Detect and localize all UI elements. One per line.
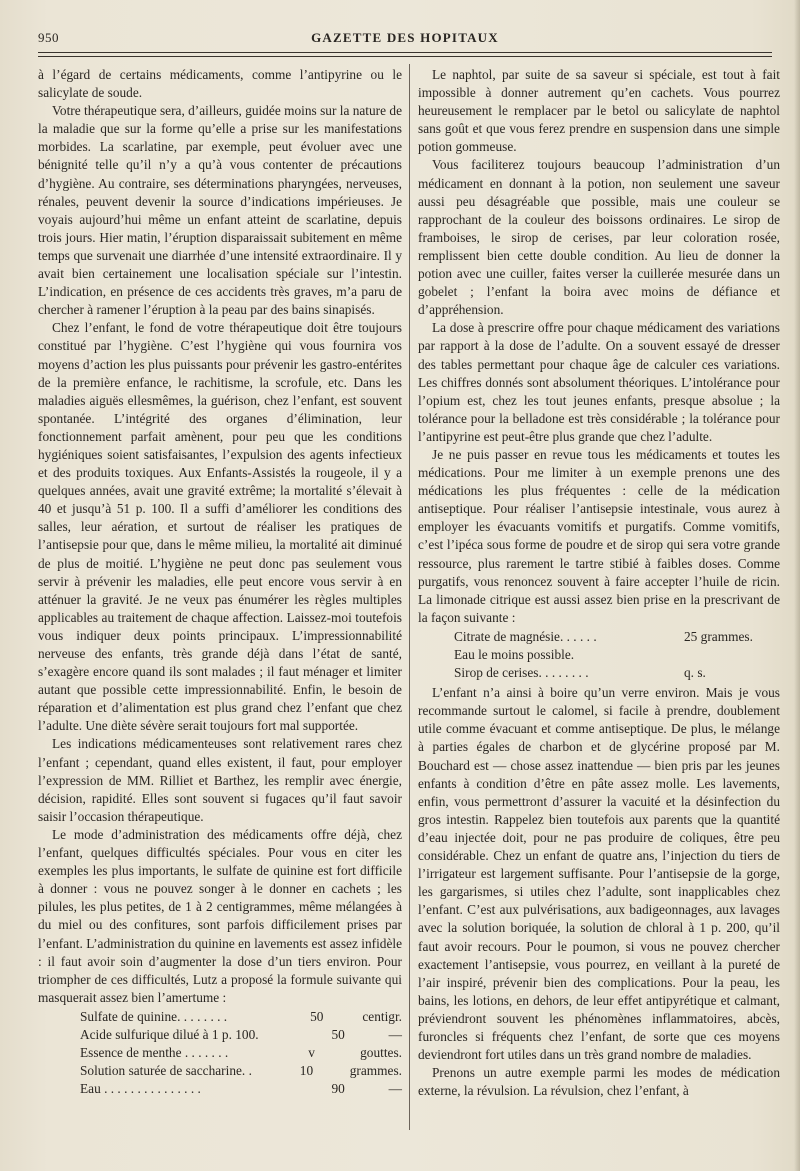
paragraph: Chez l’enfant, le fond de votre thérapeutique doit être toujours constitué par l’hygiène. C’est l’hygiène qui vous fournira vos moyens d’action les plus puissants pour prévenir les gastro-entérites de la première enfance, le rachitisme, la scrofule, etc. Dans les maladies aiguës ellesmêmes, la guérison, chez l’enfant, est souvent spontanée. L’intégrité des organes d’élimination, leur fonctionnement parfait amènent, pour peu que les conditions hygiéniques soient satisfaisantes, l’expulsion des agents infectieux et des produits toxiques. Aux Enfants-Assistés la rougeole, il y a quelques années, avait une gravité extrême; la mortalité s’élevait à 40 et jusqu’à 51 p. 100. Il a suffi d’améliorer les conditions des salles, leur aération, et surtout de réaliser les pratiques de l’antisepsie pour que, dans le même milieu, la mortalité ait diminué de plus de moitié. L’hygiène ne peut donc pas seulement vous servir à prévenir les maladies, elle peut encore vous servir à en atténuer la gravité. Je ne veux pas énumérer les règles multiples applicables au traitement de chaque affection. Laissez-moi toutefois vous indiquer deux points principaux. L’impressionnabilité nerveuse des enfants, très grande déjà dans l’état de santé, s’exagère encore quand ils sont malades ; il faut ménager et limiter autant que possible cette impressionnabilité. Enfin, le besoin de réparation et d’alimentation est plus grand chez l’enfant que chez l’adulte. Une diète sévère serait toujours fort mal supportée. (38, 320, 402, 734)
formula-line (418, 664, 780, 682)
paragraph: Le naphtol, par suite de sa saveur si spéciale, est tout à fait impossible à donner autrement qu’en cachets. Vous pourrez heureusement le remplacer par le betol ou salicylate de naphtol sans goût et que vous ferez prendre en suspension dans une simple potion gommeuse. (418, 67, 780, 155)
formula-ingredient: Eau . . . . . . . . . . . . . . . (80, 1081, 201, 1097)
page-header (38, 28, 772, 48)
page-edge-shadow (794, 0, 800, 1171)
paragraph: Votre thérapeutique sera, d’ailleurs, guidée moins sur la nature de la maladie que sur la forme qu’elle a prise sur les manifestations morbides. La scarlatine, par exemple, peut évoluer avec une bénignité telle qu’il n’y a qu’à vous contenter de précautions d’hygiène. Au contraire, ses déterminations pharyngées, nerveuses, rénales, peuvent devenir la source d’indications impérieuses. Je voyais aujourd’hui même un enfant atteint de scarlatine, depuis trois jours. Hier matin, l’éruption disparaissait subitement en même temps que survenait une diarrhée d’une intensité extraordinaire. Il y avait bien certainement une localisation spéciale sur l’intestin. L’indication, en présence de ces accidents très graves, m’a paru de chercher à ramener l’éruption à la peau par des bains sinapisés. (38, 103, 402, 318)
paragraph: Prenons un autre exemple parmi les modes de médication externe, la révulsion. La révulsion, chez l’enfant, à (418, 1065, 780, 1099)
formula-ingredient: Eau le moins possible. (454, 647, 575, 662)
quinine-formula (38, 1008, 402, 1098)
formula-unit: grammes. (349, 1063, 402, 1079)
formula-unit: gouttes. (360, 1045, 402, 1061)
formula-line (38, 1080, 402, 1098)
header-rule-bottom (38, 56, 772, 57)
page-number: 950 (38, 30, 59, 45)
formula-ingredient: Citrate de magnésie. . . . . . (454, 628, 597, 644)
paragraph: Vous faciliterez toujours beaucoup l’administration d’un médicament en donnant à la potion, non seulement une saveur aussi peu désagréable que possible, mais une couleur se rapprochant de la couleur des boissons ordinaires. Le sirop de framboises, le sirop de cerises, par leur coloration rosée, remplissent bien cette double condition. Au lieu de donner la potion avec une cuiller, faites verser la cuillerée mesurée dans un gobelet ; l’enfant la boira avec moins de défiance et d’appréhension. (418, 157, 780, 318)
paragraph: Le mode d’administration des médicaments offre déjà, chez l’enfant, quelques difficultés spéciales. Pour vous en citer les exemples les plus importants, le sulfate de quinine est fort difficile à donner : vous ne pouvez songer à le donner en cachets ; les pilules, les plus petites, de 1 à 2 centigrammes, même mélangées à du miel ou des confitures, sont parfois difficilement prises par l’enfant. L’administration du quinine en lavements est assez infidèle : il faut avoir soin d’augmenter la dose d’un tiers environ. Pour triompher de ces difficultés, Lutz a proposé la formule suivante qui masquerait assez bien l’amertume : (38, 826, 402, 1005)
formula-unit: centigr. (362, 1008, 402, 1024)
journal-title: GAZETTE DES HOPITAUX (311, 30, 499, 45)
right-column (418, 66, 780, 1100)
left-column (38, 66, 402, 1100)
formula-quantity (684, 646, 764, 664)
formula-ingredient: Essence de menthe . . . . . . . (80, 1045, 229, 1061)
paragraph: La dose à prescrire offre pour chaque médicament des variations par rapport à la dose de l’adulte. On a souvent essayé de dresser des tables permettant pour chaque âge de calculer ces variations. Les chiffres donnés sont absolument théoriques. L’intolérance pour l’opium est, chez les tout jeunes enfants, presque absolue ; la tolérance pour la belladone est très considérable ; la tolérance pour l’antipyrine est peut-être plus grande que chez l’adulte. (418, 320, 780, 444)
formula-quantity: 50 (331, 1026, 345, 1042)
formula-quantity: 90 (331, 1081, 345, 1097)
formula-unit: — (388, 1026, 402, 1042)
paragraph: L’enfant n’a ainsi à boire qu’un verre environ. Mais je vous recommande surtout le calomel, si facile à prendre, doublement utile comme évacuant et comme antiseptique. De plus, le mélange à parties égales de charbon et de glycérine proposé par M. Bouchard est — chose assez inattendue — bien pris par les jeunes enfants à condition d’être en pâte assez molle. Les lavements, enfin, vous permettront d’assurer la vacuité et la désinfection du gros intestin. Rappelez bien toutefois aux parents que la quantité d’eau injectée doit, pour ne pas produire de coliques, être peu considérable. Chez un enfant de quatre ans, l’injection du tiers de l’irrigateur est largement suffisante. Pour l’antisepsie de la gorge, les gargarismes, si utiles chez l’adulte, sont inapplicables chez l’enfant. C’est aux pulvérisations, aux badigeonnages, aux lavages avec la solution boriquée, la solution de chloral à 1 p. 200, qu’il faut avoir recours. Pour le poumon, si vous ne pouvez chercher exactement l’antisepsie, vous pourrez, en veillant à la pureté de l’air inspiré, prévenir bien des complications. Pour la peau, les bains, les lotions, en dehors, de leur effet antipyrétique et calmant, préviendront souvent les phénomènes inflammatoires, abcès, furoncles si fréquents chez l’enfant, de sorte que ces moyens deviendront fort utiles dans un très grand nombre de maladies. (418, 685, 780, 1063)
formula-ingredient: Sirop de cerises. . . . . . . . (454, 665, 589, 681)
formula-line (38, 1062, 402, 1080)
formula-line (418, 628, 780, 646)
column-divider (409, 64, 410, 1130)
formula-ingredient: Sulfate de quinine. . . . . . . . (80, 1008, 228, 1024)
header-rule-top (38, 52, 772, 53)
formula-line (38, 1026, 402, 1044)
paragraph: à l’égard de certains médicaments, comme l’antipyrine ou le salicylate de soude. (38, 67, 402, 101)
formula-line (418, 646, 780, 664)
formula-quantity: v (308, 1045, 315, 1061)
formula-line (38, 1044, 402, 1062)
formula-ingredient: Acide sulfurique dilué à 1 p. 100. (80, 1026, 259, 1042)
paragraph: Les indications médicamenteuses sont relativement rares chez l’enfant ; cependant, quand elles existent, il faut, pour employer l’expression de MM. Rilliet et Barthez, les remplir avec énergie, décision, rapidité. Elles sont souvent si fugaces qu’il faut savoir saisir l’occasion thérapeutique. (38, 736, 402, 824)
paragraph: Je ne puis passer en revue tous les médicaments et toutes les médications. Pour me limiter à un exemple prenons une des médications les plus fréquentes : celle de la médication antiseptique. Pour réaliser l’antisepsie intestinale, vous aurez à employer les évacuants vomitifs et purgatifs. Comme vomitifs, c’est l’ipéca sous forme de poudre et de sirop qui sera votre grande ressource, plus rarement le tartre stibié à faibles doses. Comme purgatifs, vous renoncez souvent à faire accepter l’huile de ricin. La limonade citrique est aussi assez bien prise en la prescrivant de la façon suivante : (418, 446, 780, 625)
formula-unit: — (388, 1081, 402, 1097)
lemonade-formula (418, 628, 780, 682)
formula-quantity: 10 (299, 1063, 314, 1079)
formula-ingredient: Solution saturée de saccharine. . (80, 1063, 252, 1079)
formula-quantity: 50 (310, 1008, 324, 1024)
formula-line (38, 1008, 402, 1026)
formula-quantity: 25 grammes. (684, 628, 753, 644)
formula-quantity: q. s. (684, 665, 706, 681)
